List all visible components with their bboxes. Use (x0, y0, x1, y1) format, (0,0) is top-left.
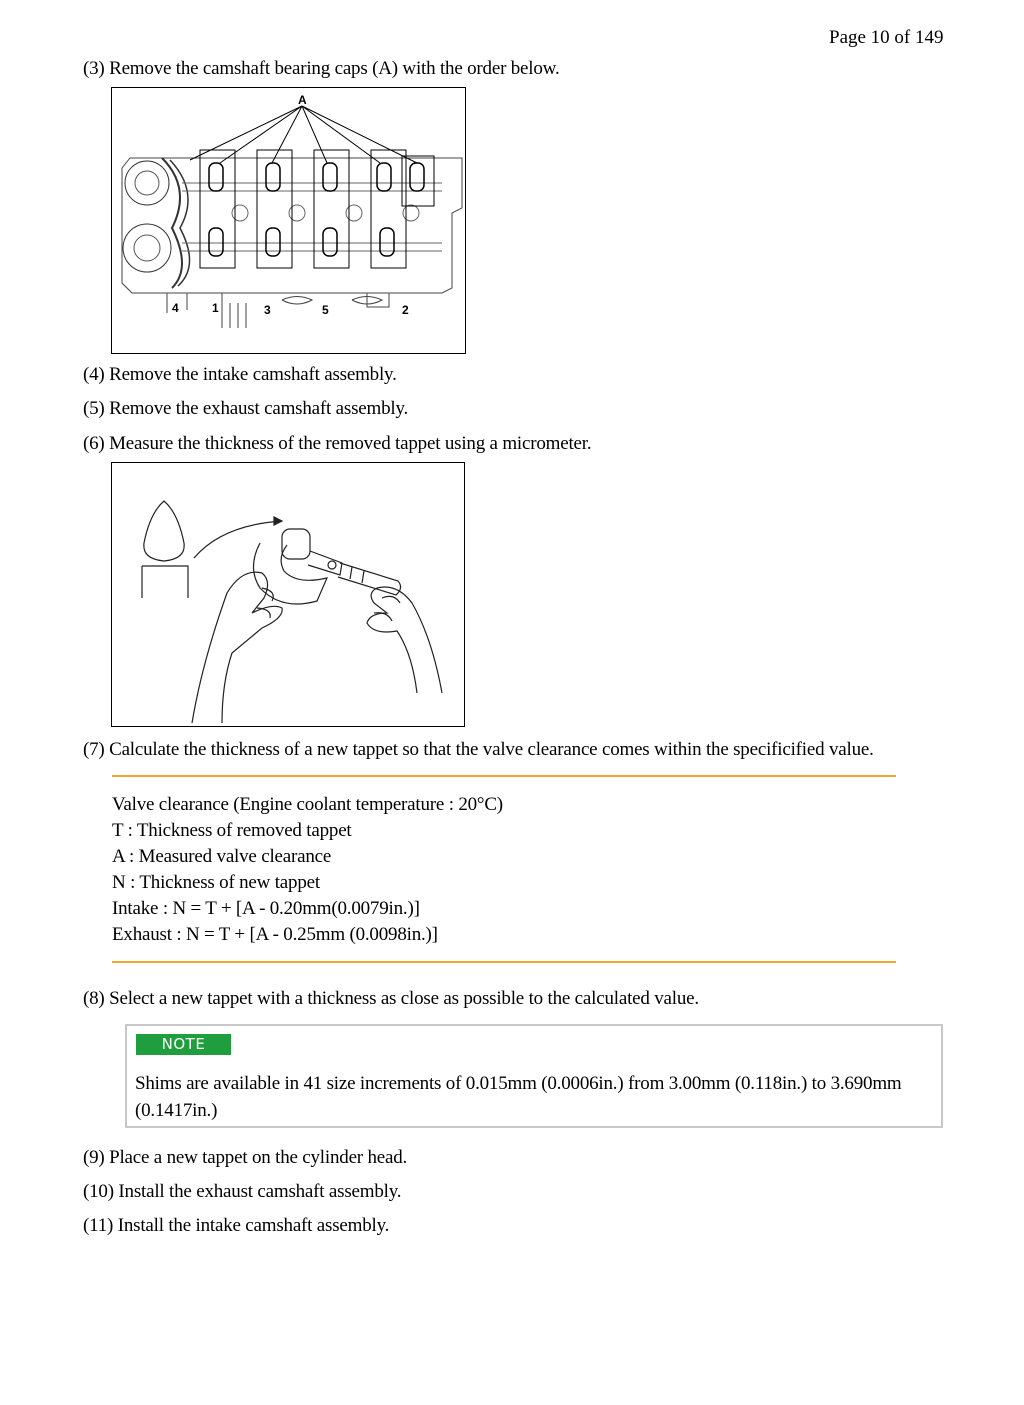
spec-line-n: N : Thickness of new tappet (112, 872, 320, 893)
spec-line-exhaust: Exhaust : N = T + [A - 0.25mm (0.0098in.)] (112, 924, 438, 945)
order-label-4: 4 (172, 301, 179, 315)
step-10: (10) Install the exhaust camshaft assembly. (83, 1181, 402, 1202)
page-number: Page 10 of 149 (829, 27, 944, 48)
spec-bottom-rule (112, 961, 896, 963)
order-label-1: 1 (212, 301, 219, 315)
order-label-2: 2 (402, 303, 409, 317)
note-box (125, 1024, 943, 1128)
figure-label-a: A (298, 93, 307, 107)
camshaft-bearing-caps-figure (111, 87, 466, 354)
step-6: (6) Measure the thickness of the removed tappet using a micrometer. (83, 433, 592, 454)
step-9: (9) Place a new tappet on the cylinder head. (83, 1147, 408, 1168)
step-3: (3) Remove the camshaft bearing caps (A) with the order below. (83, 58, 560, 79)
spec-line-valve-clearance: Valve clearance (Engine coolant temperature : 20°C) (112, 794, 503, 815)
micrometer-illustration (112, 463, 464, 726)
micrometer-figure (111, 462, 465, 727)
step-5: (5) Remove the exhaust camshaft assembly. (83, 398, 409, 419)
spec-line-a: A : Measured valve clearance (112, 846, 332, 867)
spec-line-intake: Intake : N = T + [A - 0.20mm(0.0079in.)] (112, 898, 420, 919)
step-4: (4) Remove the intake camshaft assembly. (83, 364, 397, 385)
step-11: (11) Install the intake camshaft assembly. (83, 1215, 390, 1236)
step-7: (7) Calculate the thickness of a new tappet so that the valve clearance comes within the specificified value. (83, 739, 874, 760)
spec-top-rule (112, 775, 896, 777)
order-label-3: 3 (264, 303, 271, 317)
note-badge: NOTE (136, 1034, 231, 1055)
cylinder-head-illustration (112, 88, 465, 353)
spec-line-t: T : Thickness of removed tappet (112, 820, 352, 841)
note-text: Shims are available in 41 size increments of 0.015mm (0.0006in.) from 3.00mm (0.118in.) to 3.690mm (0.1417in.) (135, 1073, 902, 1121)
step-8: (8) Select a new tappet with a thickness as close as possible to the calculated value. (83, 988, 699, 1009)
order-label-5: 5 (322, 303, 329, 317)
